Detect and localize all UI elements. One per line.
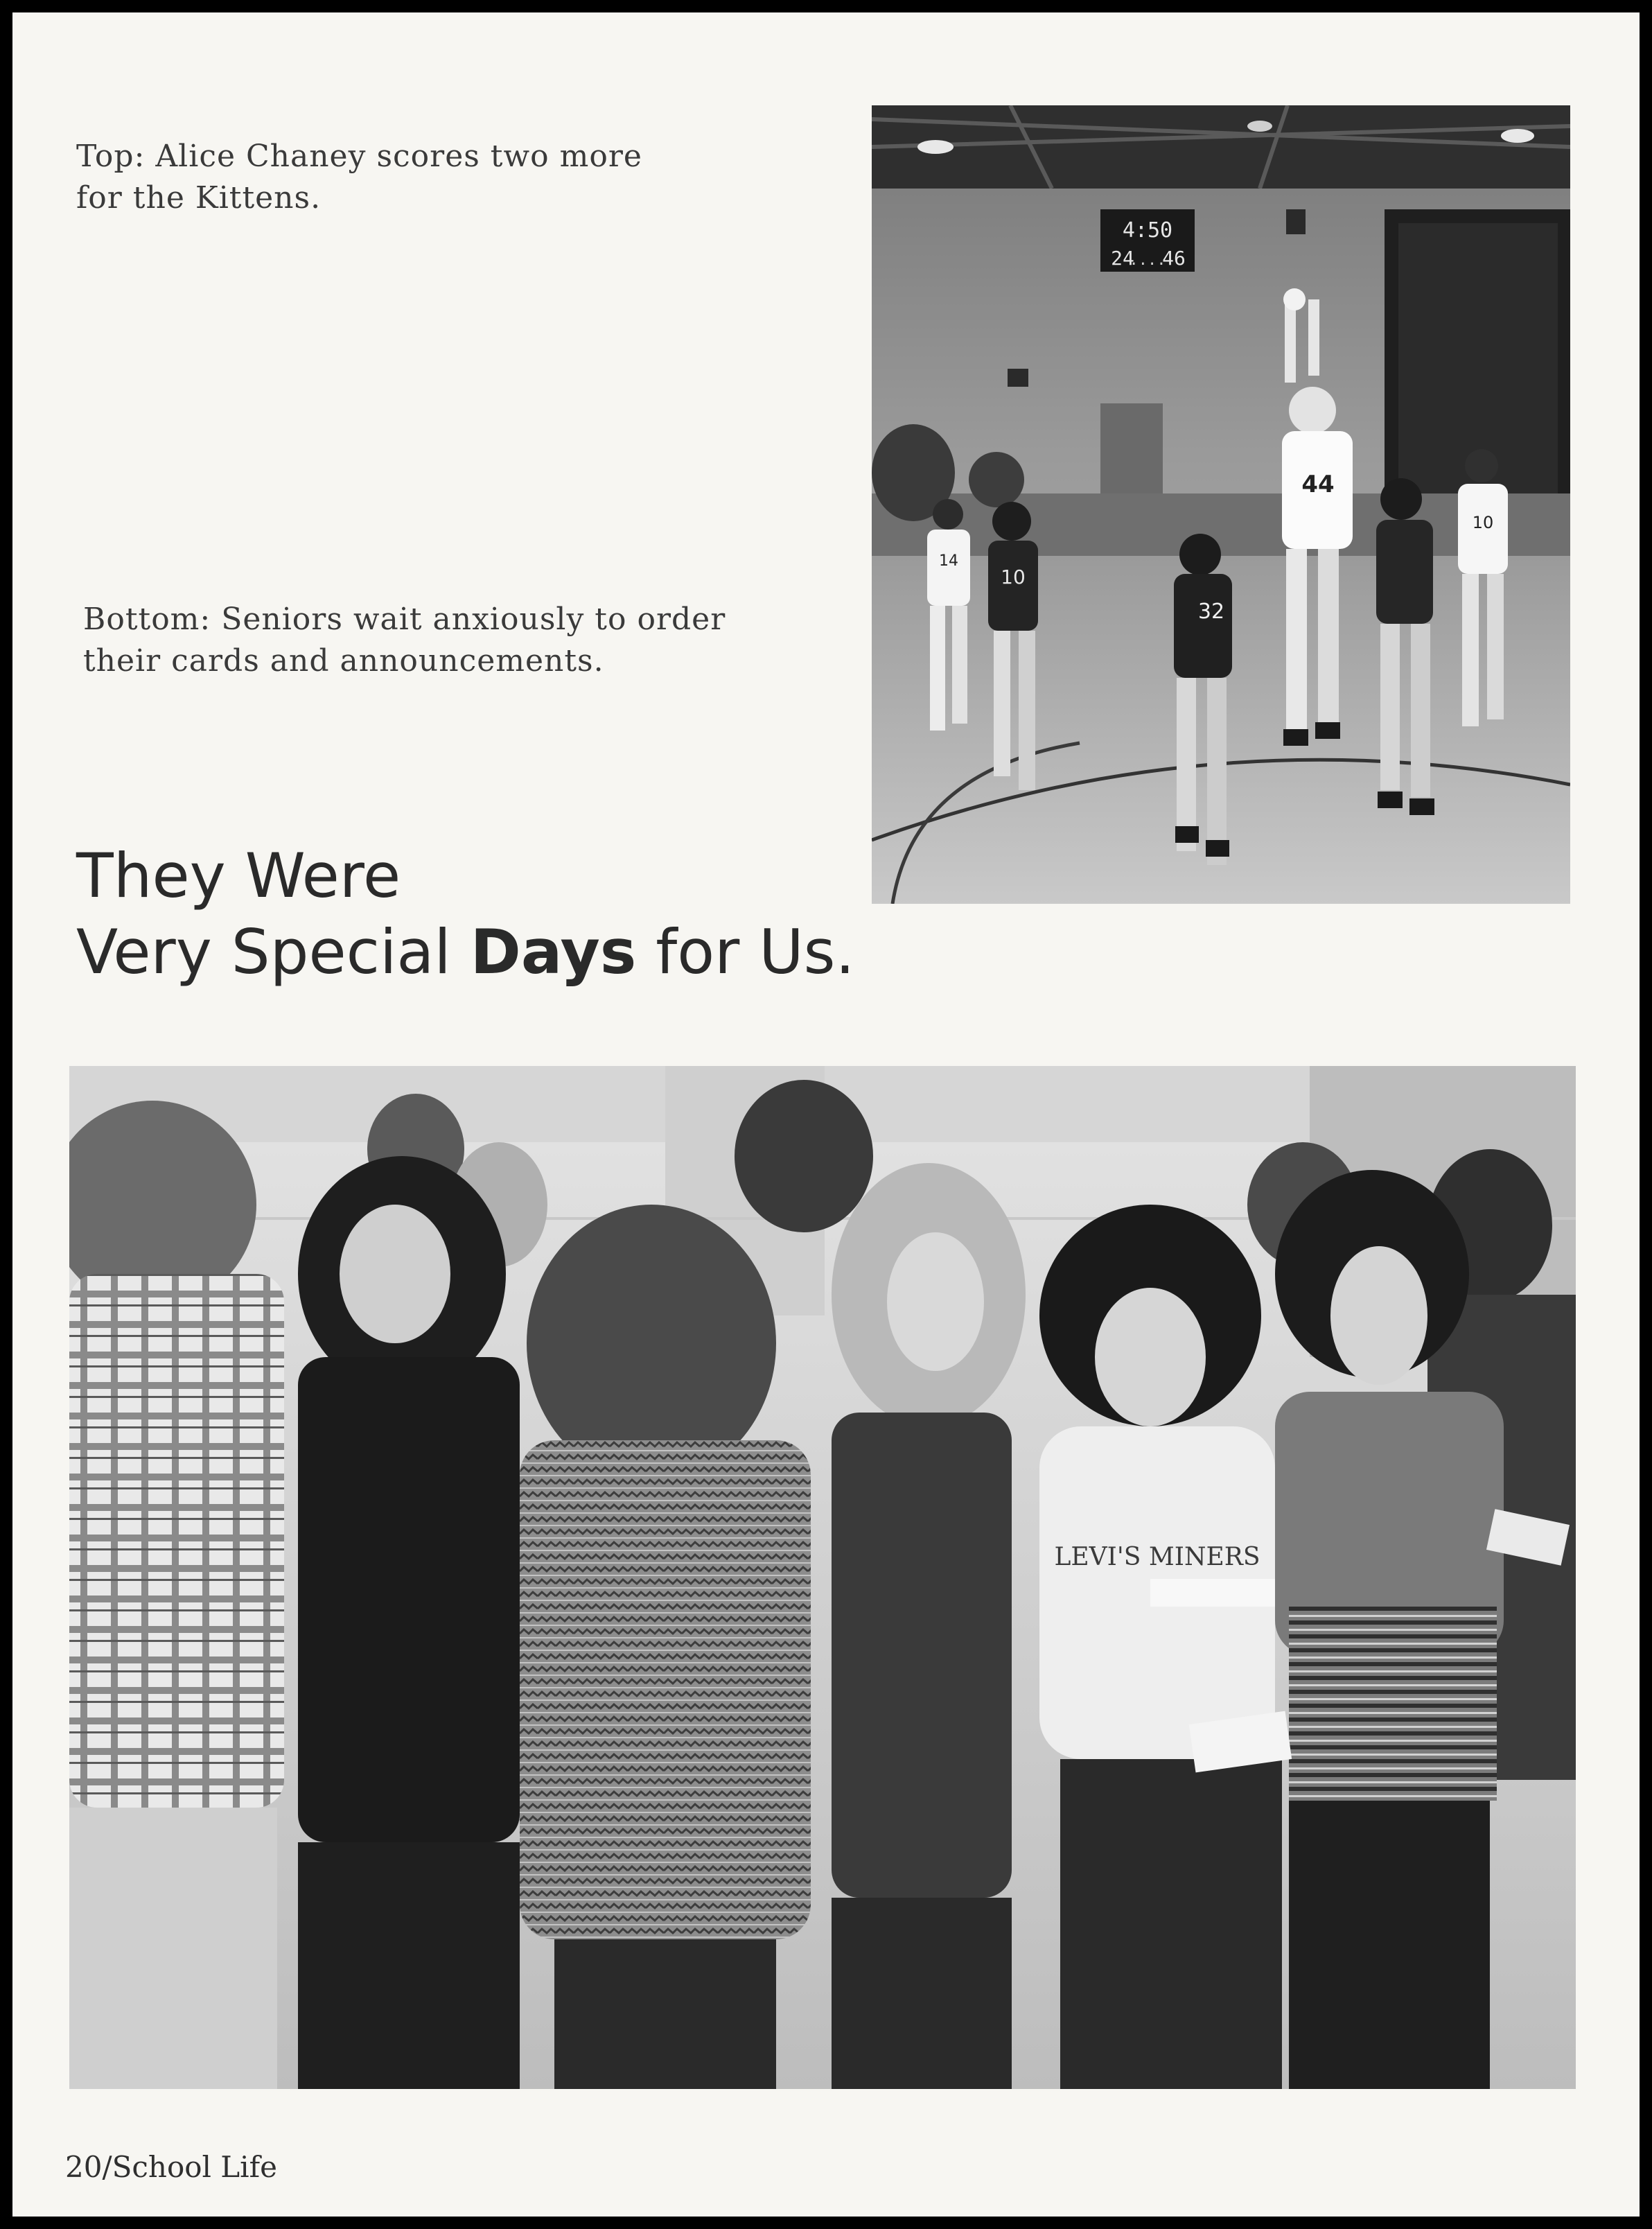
headline-line-1: They Were <box>76 840 401 911</box>
jersey-10-dark: 10 <box>1001 566 1026 588</box>
jersey-32: 32 <box>1197 600 1225 624</box>
svg-text:....: .... <box>1129 252 1166 269</box>
page-headline <box>76 837 854 991</box>
bottom-photo-caption <box>83 599 859 682</box>
headline-line-2 <box>76 914 854 991</box>
student-dark-jacket <box>298 1156 520 2089</box>
top-caption-line-2: for the Kittens. <box>76 180 322 216</box>
top-photo-caption <box>76 136 769 219</box>
headline-line-2-end: for Us. <box>656 916 855 988</box>
jersey-14: 14 <box>939 552 958 570</box>
bottom-caption-line-2: their cards and announcements. <box>83 643 604 679</box>
student-blonde <box>832 1163 1026 2089</box>
student-printed-shirt <box>1039 1205 1282 2089</box>
yearbook-page <box>12 12 1640 2217</box>
jersey-44: 44 <box>1301 471 1335 498</box>
scoreboard-time: 4:50 <box>1122 218 1173 243</box>
seniors-line-photo <box>69 1066 1576 2089</box>
scoreboard-visitor: 46 <box>1162 247 1186 270</box>
jersey-10-white: 10 <box>1472 513 1494 532</box>
top-caption-line-1: Top: Alice Chaney scores two more <box>76 139 642 174</box>
scoreboard-home: 24 <box>1111 247 1134 270</box>
headline-line-2-start: Very Special <box>76 916 451 988</box>
headline-bold-word: Days <box>470 916 637 988</box>
basketball-game-photo <box>872 105 1570 904</box>
page-folio: 20/School Life <box>65 2150 278 2184</box>
student-knit-sweater <box>520 1205 811 2089</box>
bottom-caption-line-1: Bottom: Seniors wait anxiously to order <box>83 602 726 637</box>
shirt-print: LEVI'S MINERS <box>1054 1543 1260 1571</box>
